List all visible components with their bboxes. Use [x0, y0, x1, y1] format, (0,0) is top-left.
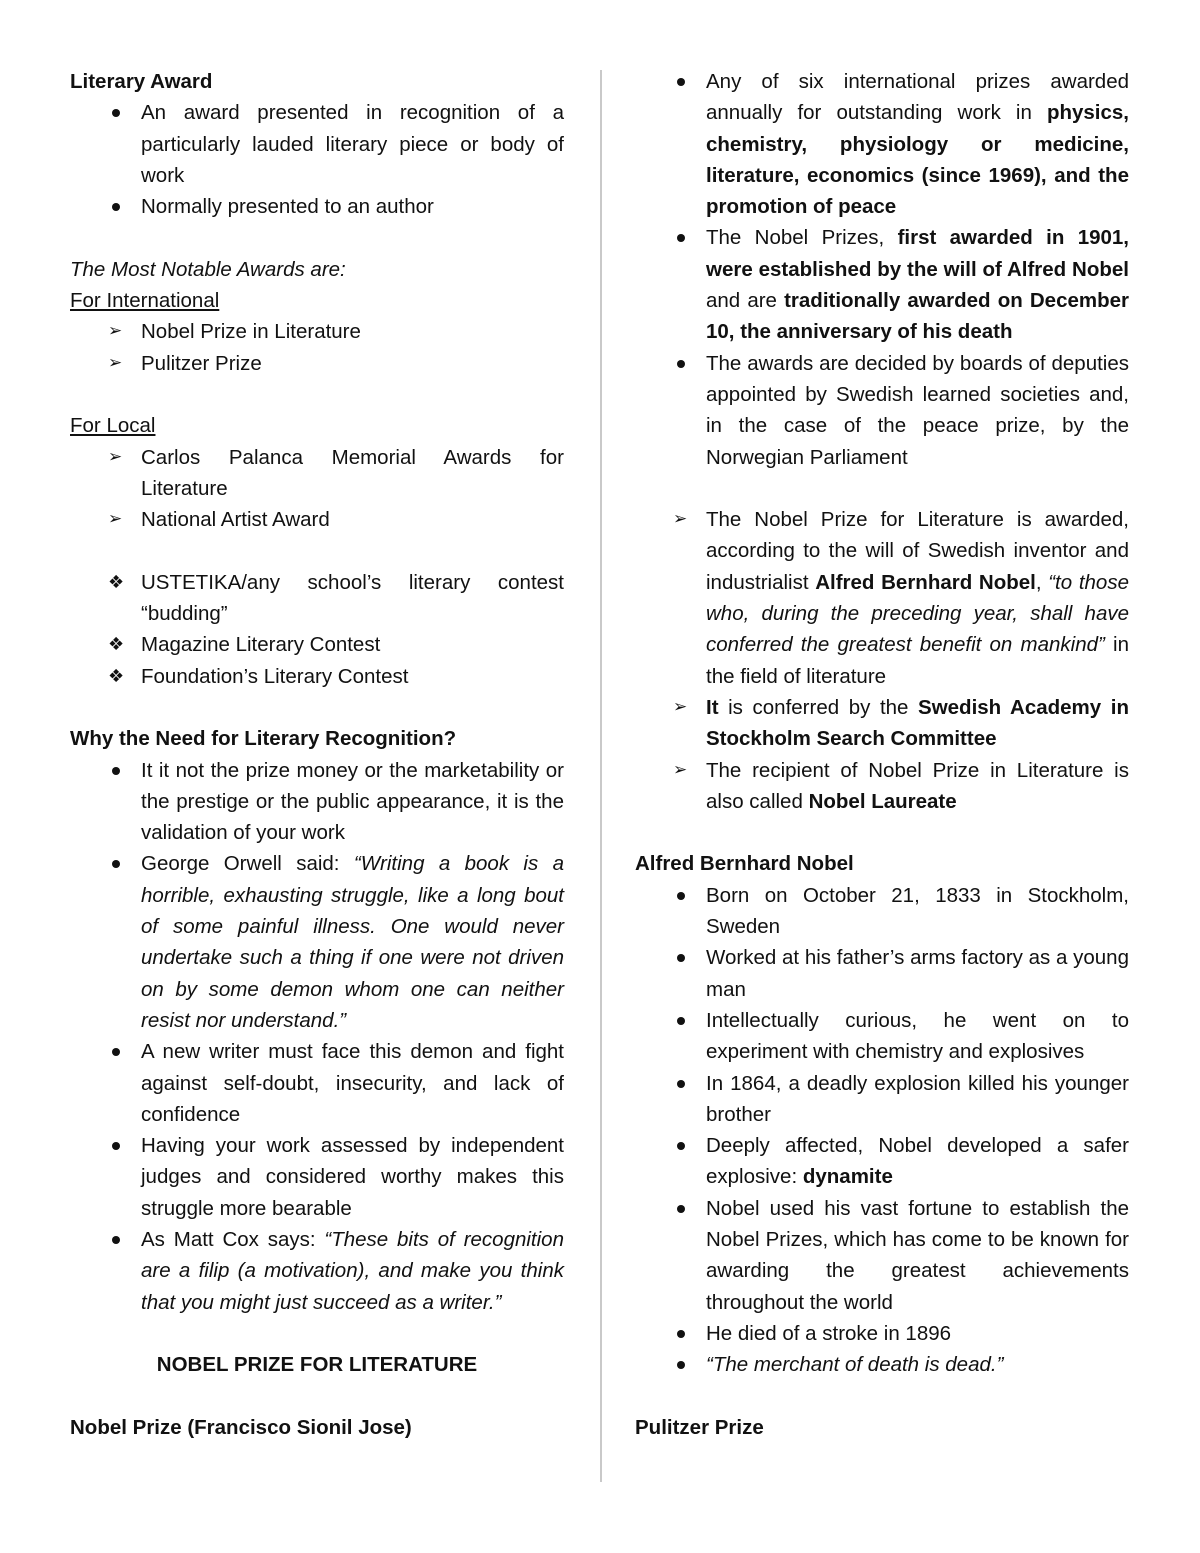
list-item: It it not the prize money or the marketability or the prestige or the public appearance, it is the validation of your work	[141, 758, 564, 845]
arrow-bullet-icon: ➢	[673, 696, 688, 717]
list-item: ➢ Nobel Prize in Literature	[70, 316, 564, 347]
list-item: An award presented in recognition of a particularly lauded literary piece or body of work	[141, 101, 564, 187]
heading-literary-award: Literary Award	[70, 70, 213, 93]
nobel-prize-subheading: Nobel Prize (Francisco Sionil Jose)	[70, 1415, 412, 1439]
diamond-bullet-icon: ❖	[108, 665, 125, 687]
heading-why-recognition: Why the Need for Literary Recognition?	[70, 727, 457, 751]
list-item: Normally presented to an author	[141, 195, 434, 219]
list-item: In 1864, a deadly explosion killed his younger brother	[706, 1071, 1129, 1126]
list-item: ➢ Pulitzer Prize	[70, 348, 564, 379]
arrow-bullet-icon: ➢	[108, 446, 123, 467]
list-item: Nobel used his vast fortune to establish the Nobel Prizes, which has come to be known for awarding the greatest achievements throughout the world	[706, 1196, 1129, 1314]
list-item: Any of six international prizes awarded annually for outstanding work in physics, chemistry, physiology or medicine, literature, economics (since 1969), and the promotion of peace	[706, 70, 1129, 219]
list-item: Having your work assessed by independent judges and considered worthy makes this struggle more bearable	[141, 1134, 564, 1220]
right-column	[635, 66, 1129, 1443]
list-item: George Orwell said: “Writing a book is a horrible, exhausting struggle, like a long bout of some painful illness. One would never undertake such a thing if one were not driven on by some demon whom one can neither resist nor understand.”	[141, 852, 565, 1032]
local-heading: For Local	[70, 414, 156, 438]
arrow-bullet-icon: ➢	[673, 509, 688, 530]
arrow-bullet-icon: ➢	[108, 509, 123, 530]
list-item: He died of a stroke in 1896	[706, 1321, 952, 1345]
column-divider	[600, 70, 602, 1482]
arrow-bullet-icon: ➢	[673, 759, 688, 780]
list-item: ➢ National Artist Award	[70, 504, 564, 535]
arrow-bullet-icon: ➢	[108, 352, 123, 373]
heading-alfred-nobel: Alfred Bernhard Nobel	[635, 852, 854, 876]
nobel-section-title: NOBEL PRIZE FOR LITERATURE	[156, 1353, 478, 1377]
list-item: Deeply affected, Nobel developed a safer explosive: dynamite	[706, 1134, 1129, 1189]
list-item: ❖ USTETIKA/any school’s literary contest “budding”	[70, 567, 564, 630]
list-item: The awards are decided by boards of deputies appointed by Swedish learned societies and, in the case of the peace prize, by the Norwegian Parliament	[706, 351, 1129, 469]
list-item: Born on October 21, 1833 in Stockholm, Sweden	[706, 883, 1129, 939]
list-item: ➢ Carlos Palanca Memorial Awards for Literature	[70, 442, 564, 505]
list-item: A new writer must face this demon and fight against self-doubt, insecurity, and lack of confidence	[141, 1040, 564, 1126]
notable-awards-heading: The Most Notable Awards are:	[70, 257, 346, 281]
list-item: ➢ The Nobel Prize for Literature is awarded, according to the will of Swedish inventor and industrialist Alfred Bernhard Nobel, “to those who, during the preceding year, shall have conferred the greatest benefit on mankind” in the field of literature	[635, 504, 1129, 692]
list-item: The Nobel Prizes, first awarded in 1901, were established by the will of Alfred Nobel and are traditionally awarded on December 10, the anniversary of his death	[706, 226, 1130, 344]
list-item: ❖ Foundation’s Literary Contest	[70, 661, 564, 692]
list-item: Worked at his father’s arms factory as a young man	[706, 946, 1129, 1001]
diamond-bullet-icon: ❖	[108, 634, 125, 656]
list-item: ❖ Magazine Literary Contest	[70, 629, 564, 660]
list-item: ➢ It is conferred by the Swedish Academy in Stockholm Search Committee	[635, 692, 1129, 755]
list-item: ➢ The recipient of Nobel Prize in Literature is also called Nobel Laureate	[635, 755, 1129, 818]
list-item: “The merchant of death is dead.”	[706, 1353, 1004, 1377]
left-column	[70, 66, 564, 1443]
international-heading: For International	[70, 289, 220, 313]
list-item: As Matt Cox says: “These bits of recognition are a filip (a motivation), and make you think that you might just succeed as a writer.”	[141, 1227, 564, 1314]
heading-pulitzer-prize: Pulitzer Prize	[635, 1415, 764, 1439]
arrow-bullet-icon: ➢	[108, 321, 123, 342]
diamond-bullet-icon: ❖	[108, 571, 125, 593]
list-item: Intellectually curious, he went on to experiment with chemistry and explosives	[706, 1008, 1129, 1064]
